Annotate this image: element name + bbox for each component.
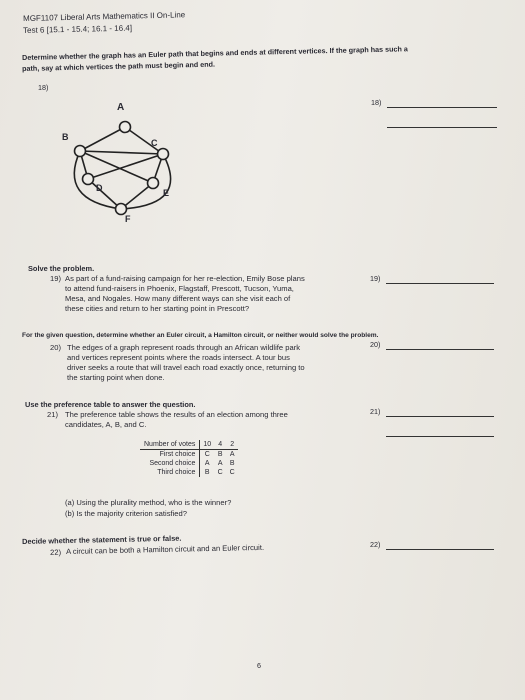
table-cell: C bbox=[217, 469, 223, 476]
test-title: Test 6 [15.1 - 15.4; 16.1 - 16.4] bbox=[23, 23, 133, 35]
votes-col-3: 2 bbox=[226, 440, 238, 450]
edge-c-f-curve bbox=[121, 154, 171, 209]
vertex-c bbox=[158, 149, 169, 160]
question-20-line1: The edges of a graph represent roads through an African wildlife park bbox=[67, 343, 301, 352]
table-cell: A bbox=[217, 460, 223, 467]
answer-20-line[interactable] bbox=[386, 349, 494, 350]
table-cell: B bbox=[217, 451, 223, 458]
edge-c-d bbox=[88, 154, 163, 179]
question-19-line4: these cities and return to her starting point in Prescott? bbox=[65, 304, 250, 313]
section5-instruction: Decide whether the statement is true or false. bbox=[22, 533, 182, 546]
table-row bbox=[140, 468, 238, 477]
votes-col-1: 10 bbox=[200, 440, 214, 450]
edge-a-b bbox=[80, 127, 125, 151]
vertex-d bbox=[83, 174, 94, 185]
edge-b-f-curve bbox=[74, 151, 121, 209]
table-cell: A bbox=[229, 451, 235, 458]
answer-21-label: 21) bbox=[370, 407, 381, 416]
section4-instruction: Use the preference table to answer the question. bbox=[25, 400, 196, 409]
question-22-number: 22) bbox=[50, 547, 62, 557]
answer-18-label: 18) bbox=[371, 98, 382, 107]
vertex-label-e: E bbox=[163, 188, 170, 198]
question-20-line3: driver seeks a route that will travel each road exactly once, returning to bbox=[67, 363, 305, 372]
question-21-part-a: (a) Using the plurality method, who is the winner? bbox=[65, 498, 232, 507]
section1-instruction-line2: path, say at which vertices the path must begin and end. bbox=[22, 59, 216, 73]
table-cell: C bbox=[204, 451, 210, 458]
vertex-label-b: B bbox=[62, 132, 69, 142]
course-title: MGF1107 Liberal Arts Mathematics II On-Line bbox=[23, 10, 186, 23]
answer-21-line-2[interactable] bbox=[386, 436, 494, 437]
answer-22-label: 22) bbox=[370, 540, 381, 549]
vertex-a bbox=[120, 122, 131, 133]
answer-20-label: 20) bbox=[370, 340, 381, 349]
vertex-b bbox=[75, 146, 86, 157]
question-20-line4: the starting point when done. bbox=[67, 373, 165, 382]
table-row bbox=[140, 450, 238, 460]
vertex-label-f: F bbox=[125, 214, 131, 224]
question-20-line2: and vertices represent points where the roads intersect. A tour bus bbox=[67, 353, 290, 362]
question-19-number: 19) bbox=[50, 274, 61, 283]
answer-19-line[interactable] bbox=[386, 283, 494, 284]
edge-b-c bbox=[80, 151, 163, 154]
table-cell: C bbox=[229, 469, 235, 476]
question-19-line1: As part of a fund-raising campaign for her re-election, Emily Bose plans bbox=[65, 274, 305, 283]
votes-label: Number of votes bbox=[140, 440, 200, 450]
votes-col-2: 4 bbox=[214, 440, 226, 450]
answer-21-line[interactable] bbox=[386, 416, 494, 417]
vertex-label-a: A bbox=[117, 102, 125, 113]
row-label: Second choice bbox=[140, 459, 200, 468]
table-header-row bbox=[140, 440, 238, 450]
question-19-line2: to attend fund-raisers in Phoenix, Flagstaff, Prescott, Tucson, Yuma, bbox=[65, 284, 294, 293]
vertex-label-d: D bbox=[96, 183, 103, 193]
vertex-e bbox=[148, 178, 159, 189]
vertex-label-c: C bbox=[151, 138, 158, 148]
section2-instruction: Solve the problem. bbox=[28, 264, 95, 273]
question-18-number: 18) bbox=[38, 83, 49, 92]
row-label: Third choice bbox=[140, 468, 200, 477]
row-label: First choice bbox=[140, 450, 200, 460]
edge-d-f bbox=[88, 179, 121, 209]
question-21-line1: The preference table shows the results of an election among three bbox=[65, 410, 288, 419]
vertex-f bbox=[116, 204, 127, 215]
answer-19-label: 19) bbox=[370, 274, 381, 283]
table-cell: B bbox=[229, 460, 235, 467]
answer-22-line[interactable] bbox=[386, 549, 494, 550]
table-row bbox=[140, 459, 238, 468]
question-21-line2: candidates, A, B, and C. bbox=[65, 420, 147, 429]
page-number: 6 bbox=[257, 661, 261, 670]
table-cell: A bbox=[204, 460, 210, 467]
question-21-number: 21) bbox=[47, 410, 58, 419]
table-cell: B bbox=[204, 469, 210, 476]
section1-instruction-line1: Determine whether the graph has an Euler path that begins and ends at different vertices. If the graph has such a bbox=[22, 44, 408, 62]
question-19-line3: Mesa, and Nogales. How many different ways can she visit each of bbox=[65, 294, 291, 303]
question-22-statement: A circuit can be both a Hamilton circuit and an Euler circuit. bbox=[66, 542, 265, 556]
question-20-number: 20) bbox=[50, 343, 61, 352]
preference-table bbox=[140, 440, 238, 477]
section3-instruction: For the given question, determine whether an Euler circuit, a Hamilton circuit, or neither would solve the problem. bbox=[22, 332, 379, 339]
question-21-part-b: (b) Is the majority criterion satisfied? bbox=[65, 509, 187, 518]
